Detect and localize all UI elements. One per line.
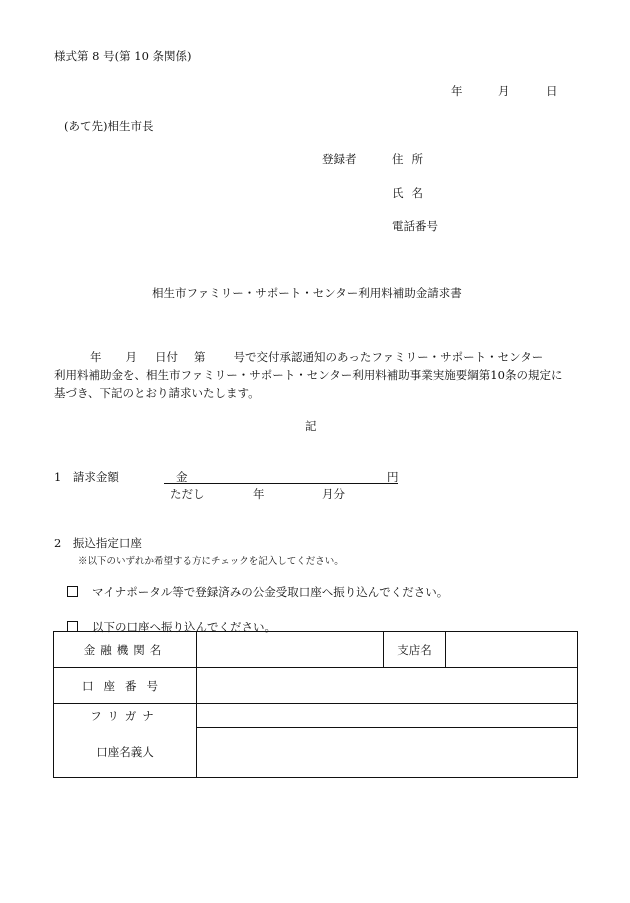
body-year: 年 [90, 350, 102, 364]
amount-field[interactable] [164, 483, 398, 484]
amount-yen: 円 [387, 470, 399, 484]
account-table [53, 631, 578, 778]
date-day-label: 日 [546, 84, 558, 98]
bank-label: 金融機関名 [83, 642, 167, 657]
body-number-prefix: 第 [194, 350, 206, 364]
ki-heading: 記 [305, 419, 317, 433]
document-title: 相生市ファミリー・サポート・センター利用料補助金請求書 [152, 286, 462, 300]
form-number: 様式第 8 号(第 10 条関係) [54, 49, 192, 63]
body-month: 月 [125, 350, 137, 364]
registrant-title: 登録者 [322, 152, 357, 166]
section2-note: ※以下のいずれか希望する方にチェックを記入してください。 [78, 556, 344, 567]
section1-label: 1 請求金額 [54, 470, 119, 484]
account-number-input[interactable] [197, 668, 578, 704]
phone-label: 電話番号 [392, 219, 438, 233]
name-label: 氏名 [392, 186, 431, 200]
account-number-label-cell [54, 668, 197, 704]
section2-label: 2 振込指定口座 [54, 536, 142, 550]
body-paragraph [54, 348, 574, 402]
addressee: (あて先)相生市長 [64, 119, 154, 133]
branch-label: 支店名 [397, 642, 432, 657]
tadashi-label: ただし [170, 487, 205, 501]
public-account-checkbox[interactable] [67, 586, 78, 597]
furigana-label: フリガナ [90, 709, 160, 723]
amount-kin: 金 [176, 470, 188, 484]
holder-label: 口座名義人 [96, 745, 154, 759]
option2-label: 以下の口座へ振り込んでください。 [92, 620, 276, 634]
branch-label-cell [384, 632, 446, 668]
holder-label-cell [54, 704, 197, 778]
option1-label: マイナポータル等で登録済みの公金受取口座へ振り込んでください。 [92, 585, 449, 599]
date-month-label: 月 [498, 84, 510, 98]
branch-input[interactable] [446, 632, 578, 668]
option-public-account [67, 584, 448, 600]
body-day-dated: 日付 [155, 350, 178, 364]
tadashi-year: 年 [253, 487, 265, 501]
body-number-rest: 号で交付承認通知のあったファミリー・サポート・センター [233, 350, 544, 364]
bank-input[interactable] [197, 632, 384, 668]
address-label: 住所 [392, 152, 431, 166]
date-year-label: 年 [451, 84, 463, 98]
holder-input[interactable] [197, 728, 578, 778]
bank-label-cell [54, 632, 197, 668]
body-line-2: 利用料補助金を、相生市ファミリー・サポート・センター利用料補助事業実施要綱第10条の規定に [54, 368, 563, 382]
body-line-1 [54, 348, 574, 366]
tadashi-month: 月分 [322, 487, 345, 501]
account-number-label: 口座番号 [82, 678, 168, 693]
body-line-3: 基づき、下記のとおり請求いたします。 [54, 386, 260, 400]
furigana-input[interactable] [197, 704, 578, 728]
